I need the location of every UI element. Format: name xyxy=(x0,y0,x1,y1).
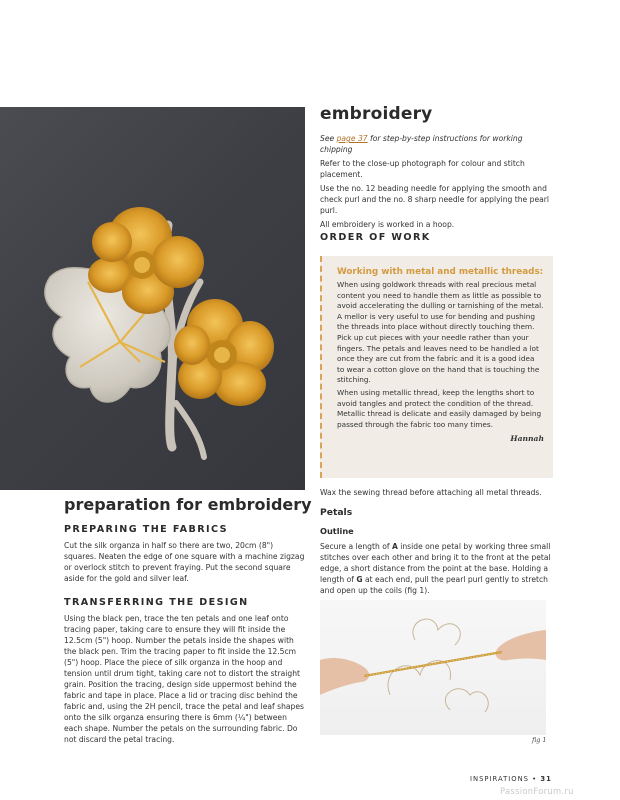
magazine-name: INSPIRATIONS xyxy=(470,775,529,783)
fig-1-caption: fig 1 xyxy=(532,736,547,744)
embroidery-paragraph-2: Use the no. 12 beading needle for applying the smooth and check purl and the no. 8 sharp needle for applying the pearl purl. xyxy=(320,184,550,215)
outline-paragraph: Secure a length of A inside one petal by working three small stitches over each other and bring it to the front at the petal edge, a short distance from the point at the base. Holding a length of G at each end, pull the pearl purl gently to stretch and open up the coils (fig 1). xyxy=(320,542,551,595)
lower-stem xyxy=(176,403,204,457)
embroidery-heading: embroidery xyxy=(320,104,433,124)
page-footer xyxy=(470,775,552,783)
embroidery-illustration xyxy=(0,107,305,490)
watermark: PassionForum.ru xyxy=(500,786,574,796)
preparation-heading: preparation for embroidery xyxy=(64,495,312,514)
tip-signature: Hannah xyxy=(510,434,544,444)
order-of-work-heading: ORDER OF WORK xyxy=(320,232,431,243)
preparing-fabrics-text: Cut the silk organza in half so there are two, 20cm (8") squares. Neaten the edge of one square with a machine zigzag or overlock stitch to prevent fraying. Put the second square aside for the gold and silver leaf. xyxy=(64,541,305,583)
tip-box xyxy=(320,256,553,478)
tip-title: Working with metal and metallic threads: xyxy=(337,267,544,277)
petals-heading: Petals xyxy=(320,507,353,518)
wax-note: Wax the sewing thread before attaching all metal threads. xyxy=(320,488,542,497)
goldwork-buttercup-photo xyxy=(0,107,305,490)
pearl-purl-stretch-illustration xyxy=(320,600,546,735)
tip-paragraph-1: When using goldwork threads with real precious metal content you need to handle them as little as possible to avoid accelerating the dulling or tarnishing of the metal. A mellor is very useful to use for bending and pushing the threads into place without directly touching them. Pick up cut pieces with your needle rather than your fingers. The petals and leaves need to be handled a lot once they are cut from the fabric and it is a good idea to wear a cotton glove on the hand that is touching the stitching. xyxy=(337,280,544,385)
buttercup-flower-right xyxy=(174,299,274,406)
fig-1-photo xyxy=(320,600,546,735)
footer-separator: • xyxy=(532,775,538,783)
preparing-fabrics-heading: PREPARING THE FABRICS xyxy=(64,524,228,535)
embroidery-section xyxy=(320,104,550,230)
tip-paragraph-2: When using metallic thread, keep the lengths short to avoid tangles and protect the condition of the thread. Metallic thread is delicate and easily damaged by being passed through the fabric too many times. xyxy=(337,387,542,429)
see-page-note: See page 37 for step-by-step instructions for working chipping xyxy=(320,134,523,154)
transferring-design-text: Using the black pen, trace the ten petals and one leaf onto tracing paper, taking care to ensure they will fit inside the 12.5cm (5") hoop. Number the petals inside the shapes with the black pen. Trim the tracing paper to fit inside the 12.5cm (5") hoop. Place the piece of silk organza in the hoop and tension until drum tight, taking care not to distort the straight grain. Position the tracing, design side uppermost behind the fabric and tape in place. Place a lid or tracing disc behind the fabric and, using the 2H pencil, trace the petal and leaf shapes onto the silk organza ensuring there is 6mm (¼") between each shape. Number the petals on the surrounding fabric. Do not discard the petal tracing. xyxy=(64,614,304,744)
page-number: 31 xyxy=(540,775,552,783)
embroidery-paragraph-1: Refer to the close-up photograph for colour and stitch placement. xyxy=(320,159,525,179)
embroidery-paragraph-3: All embroidery is worked in a hoop. xyxy=(320,220,455,229)
transferring-design-heading: TRANSFERRING THE DESIGN xyxy=(64,597,249,608)
outline-heading: Outline xyxy=(320,526,354,536)
page-37-link[interactable]: page 37 xyxy=(336,134,368,143)
